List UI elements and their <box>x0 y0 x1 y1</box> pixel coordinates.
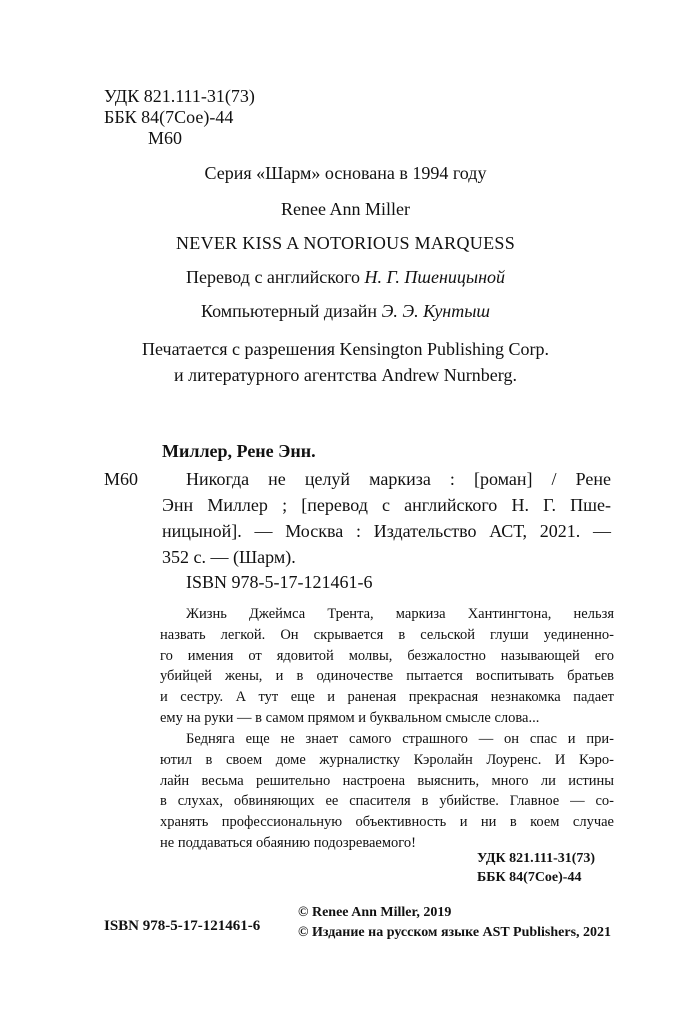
bib-line-4: 352 с. — (Шарм). <box>162 547 296 567</box>
permission-block <box>0 336 691 388</box>
annotation-line: го имения от ядовитой молвы, безжалостно называющей его <box>160 647 614 664</box>
annotation-line: Бедняга еще не знает самого страшного — он спас и при- <box>186 731 614 747</box>
annotation-line: хранять профессиональную объективность и ни в коем случае <box>160 814 614 831</box>
author-mark: М60 <box>148 128 183 148</box>
design-line <box>0 301 691 322</box>
translation-label: Перевод с английского <box>185 267 361 287</box>
translation-line <box>0 267 691 288</box>
original-author: Renee Ann Miller <box>281 199 410 219</box>
series-line: Серия «Шарм» основана в 1994 году <box>204 163 487 183</box>
annotation-line: ютил в своем доме журналистку Кэролайн Лоуренс. И Кэро- <box>160 751 614 768</box>
permission-line-2: и литературного агентства Andrew Nurnberg. <box>174 365 517 385</box>
annotation-line: лайн весьма решительно настроена выяснить, много ли истины <box>160 772 614 789</box>
designer-name: Э. Э. Кунтыш <box>381 301 491 321</box>
annotation-line: ему на руки — в самом прямом и буквальном смысле слова... <box>160 709 540 726</box>
annotation-paragraph-2 <box>160 729 614 854</box>
annotation-line: и сестру. А тут еще и раненая прекрасная незнакомка падает <box>160 689 614 706</box>
annotation-paragraph-1 <box>160 604 614 729</box>
copyright-publisher: © Издание на русском языке AST Publishers, 2021 <box>298 925 612 940</box>
annotation-line: убийцей жены, и в одиночестве пытается воспитывать братьев <box>160 668 614 685</box>
bib-isbn: ISBN 978-5-17-121461-6 <box>186 572 373 592</box>
translator-name: Н. Г. Пшеницыной <box>364 267 506 287</box>
original-title: NEVER KISS A NOTORIOUS MARQUESS <box>175 233 516 253</box>
bbk-code: ББК 84(7Сое)-44 <box>104 107 234 127</box>
permission-line-1: Печатается с разрешения Kensington Publishing Corp. <box>141 339 550 359</box>
bib-line-2: Энн Миллер ; [перевод с английского Н. Г. Пше- <box>162 495 611 515</box>
design-label: Компьютерный дизайн <box>200 301 378 321</box>
bib-line-3: ницыной]. — Москва : Издательство АСТ, 2021. — <box>162 521 611 541</box>
bib-line-1: Никогда не целуй маркиза : [роман] / Рене <box>186 469 611 489</box>
annotation-line: назвать легкой. Он скрывается в сельской глуши уединенно- <box>160 626 614 643</box>
footer-bbk-code: ББК 84(7Сое)-44 <box>477 870 582 885</box>
udk-code: УДК 821.111-31(73) <box>104 86 255 106</box>
annotation-line: не поддаваться обаянию подозреваемого! <box>160 834 416 851</box>
annotation-line: Жизнь Джеймса Трента, маркиза Хантингтона, нельзя <box>186 606 614 622</box>
bib-author-heading: Миллер, Рене Энн. <box>162 441 316 461</box>
annotation-line: в слухах, обвиняющих ее спасителя в убийстве. Главное — со- <box>160 793 614 810</box>
footer-isbn: ISBN 978-5-17-121461-6 <box>104 918 261 934</box>
copyright-author: © Renee Ann Miller, 2019 <box>298 905 452 920</box>
bib-mark: М60 <box>104 469 139 489</box>
footer-udk-code: УДК 821.111-31(73) <box>477 851 596 866</box>
